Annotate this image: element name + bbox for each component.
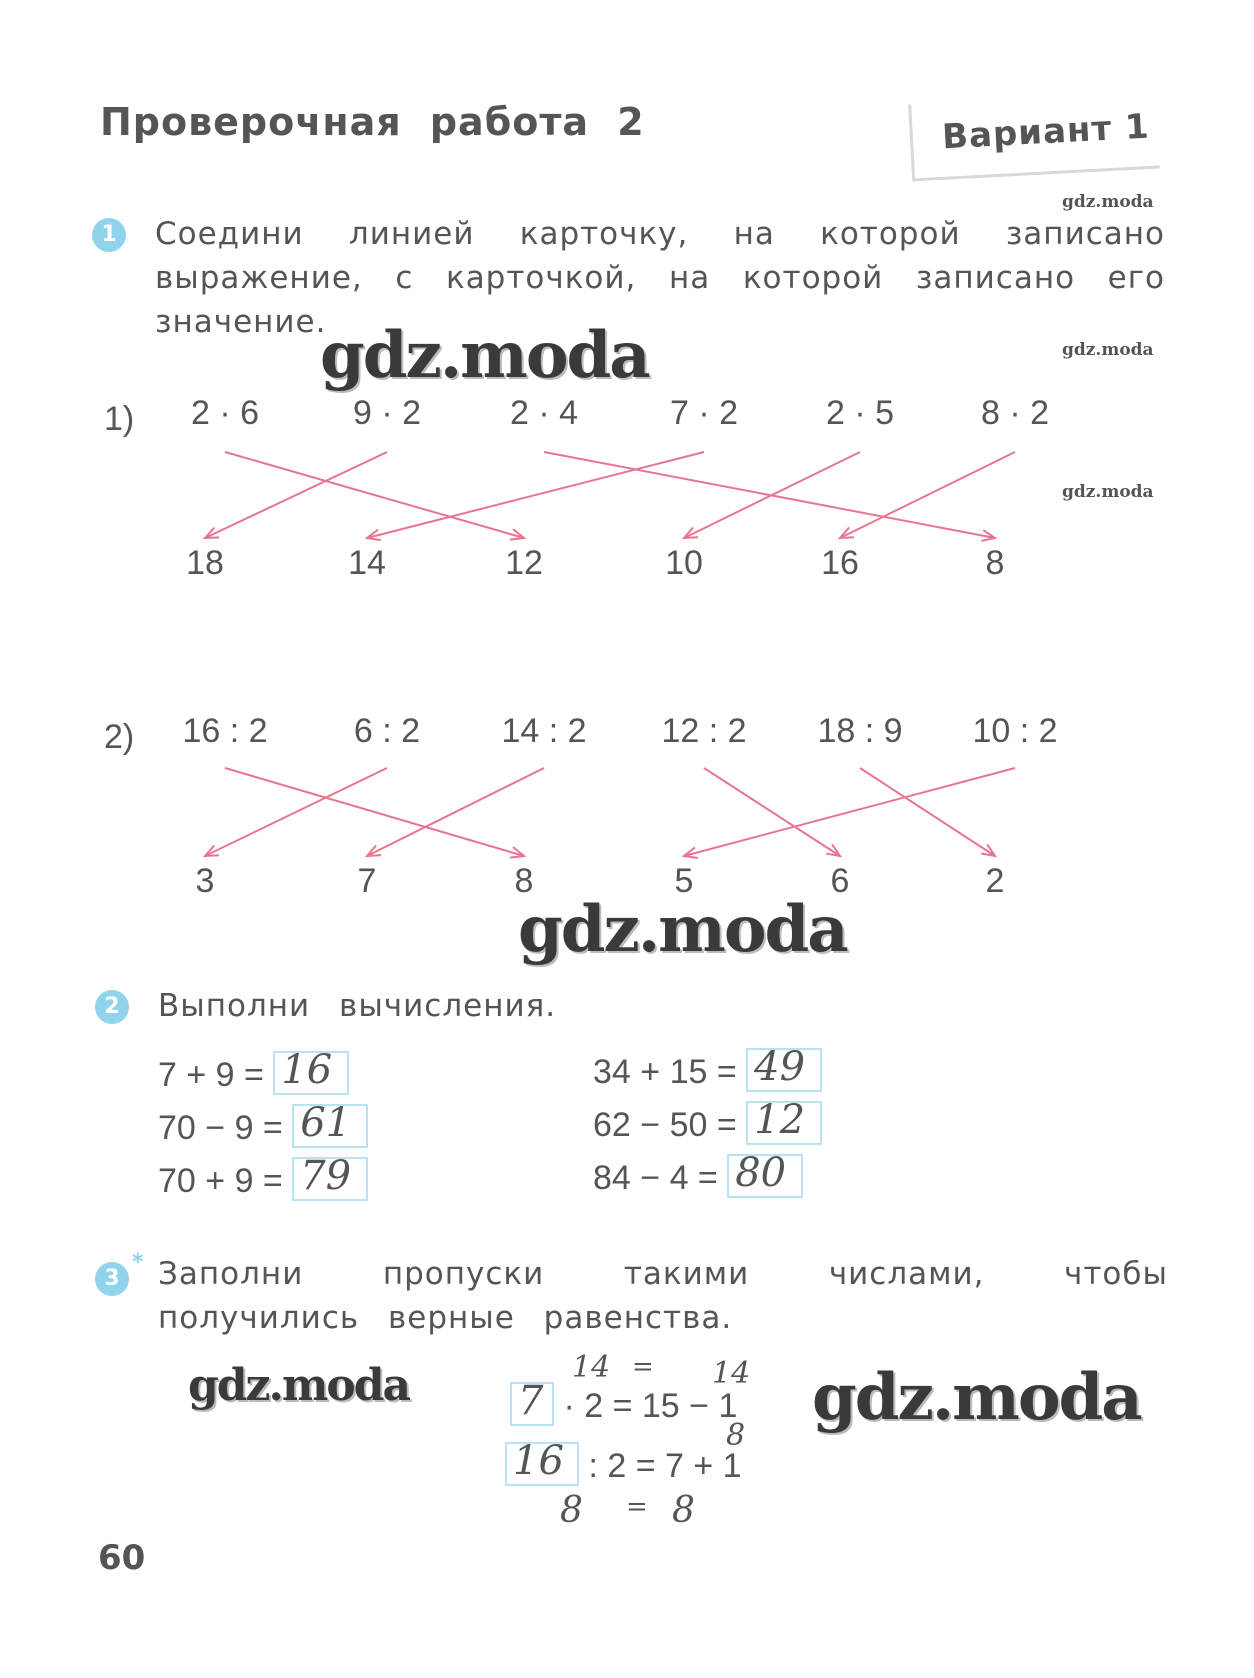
equation-1 (510, 1378, 738, 1430)
row1-value-card[interactable]: 18 (186, 544, 224, 582)
row1-value-card[interactable]: 12 (505, 544, 543, 582)
row2-value-card[interactable]: 2 (985, 862, 1005, 900)
row1-value-card[interactable]: 16 (821, 544, 859, 582)
answer-box[interactable] (273, 1047, 349, 1095)
row2-expression-card[interactable]: 14 : 2 (501, 712, 587, 750)
calc-expr: 7 + 9 = (158, 1055, 264, 1094)
note-eq: = (632, 1352, 654, 1382)
match-arrow-head (826, 844, 840, 856)
page-number: 60 (98, 1538, 146, 1578)
calc-expr: 34 + 15 = (593, 1052, 737, 1091)
row2-expression-card[interactable]: 12 : 2 (661, 712, 747, 750)
row1-expression-card[interactable]: 9 · 2 (352, 394, 422, 432)
blank-value: 7 (518, 1378, 544, 1424)
task3-number-icon: 3 (95, 1262, 129, 1296)
calc-expr: 70 + 9 = (158, 1161, 283, 1200)
task2-text: Выполни вычисления. (158, 988, 557, 1024)
answer-box[interactable] (292, 1100, 368, 1148)
match-line (205, 768, 387, 856)
match-line (225, 452, 524, 538)
match-line (704, 768, 840, 856)
task2-number-icon: 2 (95, 990, 129, 1024)
row1-expression-card[interactable]: 7 · 2 (669, 394, 739, 432)
row2-value-card[interactable]: 6 (830, 862, 850, 900)
row1-label: 1) (104, 400, 135, 438)
blank-box[interactable] (505, 1438, 579, 1486)
row2-expression-card[interactable]: 16 : 2 (182, 712, 268, 750)
calc-row-right-1 (593, 1044, 822, 1096)
answer-box[interactable] (292, 1153, 368, 1201)
calc-expr: 84 − 4 = (593, 1158, 718, 1197)
note-top-left: 14 (572, 1350, 611, 1385)
task1-text: Соедини линией карточку, на которой записано выражение, с карточкой, на которой записано его значение. (155, 216, 1165, 340)
note-top-right: 14 (712, 1356, 751, 1391)
row1-value-card[interactable]: 14 (348, 544, 386, 582)
task3-star-icon: * (132, 1250, 144, 1275)
calc-expr: 62 − 50 = (593, 1105, 737, 1144)
row1-expression-card[interactable]: 2 · 4 (509, 394, 579, 432)
answer-box[interactable] (727, 1150, 803, 1198)
calc-row-left-2 (158, 1100, 368, 1152)
calc-expr: 70 − 9 = (158, 1108, 283, 1147)
row2-value-card[interactable]: 5 (674, 862, 694, 900)
answer-value: 12 (754, 1097, 806, 1143)
note-left: 8 (560, 1490, 583, 1531)
calc-row-left-1 (158, 1047, 349, 1099)
calc-row-right-3 (593, 1150, 803, 1202)
answer-value: 80 (735, 1150, 787, 1196)
watermark-small-3: gdz.moda (1062, 482, 1154, 502)
match-line (205, 452, 387, 538)
row1-value-card[interactable]: 8 (985, 544, 1005, 582)
watermark-big-1: gdz.moda (320, 318, 649, 393)
note-below: 8 (726, 1418, 746, 1453)
equation-2 (505, 1438, 742, 1490)
task1-number-icon: 1 (92, 218, 126, 252)
calc-row-left-3 (158, 1153, 368, 1205)
watermark-small-2: gdz.moda (1062, 340, 1154, 360)
row1-expression-card[interactable]: 8 · 2 (980, 394, 1050, 432)
match-line (860, 768, 995, 856)
row2-label: 2) (104, 718, 135, 756)
equation-rest: : 2 = 7 + 1 (588, 1446, 742, 1485)
note-right: 8 (672, 1490, 695, 1531)
answer-box[interactable] (746, 1044, 822, 1092)
watermark-big-3: gdz.moda (812, 1360, 1141, 1435)
answer-value: 61 (300, 1100, 352, 1146)
match-line (684, 768, 1015, 856)
row2-value-card[interactable]: 7 (357, 862, 377, 900)
answer-value: 16 (281, 1047, 333, 1093)
equation-rest: · 2 = 15 − 1 (563, 1386, 738, 1425)
row2-expression-card[interactable]: 18 : 9 (817, 712, 903, 750)
blank-box[interactable] (510, 1378, 554, 1426)
match-line (225, 768, 524, 856)
answer-value: 49 (754, 1044, 806, 1090)
watermark-big-2: gdz.moda (518, 892, 847, 967)
watermark-small-1: gdz.moda (1062, 192, 1154, 212)
row1-expression-card[interactable]: 2 · 6 (190, 394, 260, 432)
note-eq: = (626, 1492, 648, 1522)
watermark-mid: gdz.moda (188, 1360, 410, 1411)
row2-expression-card[interactable]: 6 : 2 (353, 712, 421, 750)
match-arrow-head (981, 844, 995, 856)
page-title: Проверочная работа 2 (100, 100, 645, 144)
variant-label: Вариант 1 (941, 106, 1151, 158)
match-line (684, 452, 860, 538)
blank-value: 16 (513, 1438, 564, 1484)
answer-box[interactable] (746, 1097, 822, 1145)
match-line (367, 768, 544, 856)
row2-value-card[interactable]: 3 (195, 862, 215, 900)
row2-expression-card[interactable]: 10 : 2 (972, 712, 1058, 750)
match-line (367, 452, 704, 538)
row2-value-card[interactable]: 8 (514, 862, 534, 900)
task3-text: Заполни пропуски такими числами, чтобы получились верные равенства. (158, 1256, 1168, 1336)
row1-expression-card[interactable]: 2 · 5 (825, 394, 895, 432)
row1-value-card[interactable]: 10 (665, 544, 703, 582)
calc-row-right-2 (593, 1097, 822, 1149)
answer-value: 79 (300, 1153, 352, 1199)
